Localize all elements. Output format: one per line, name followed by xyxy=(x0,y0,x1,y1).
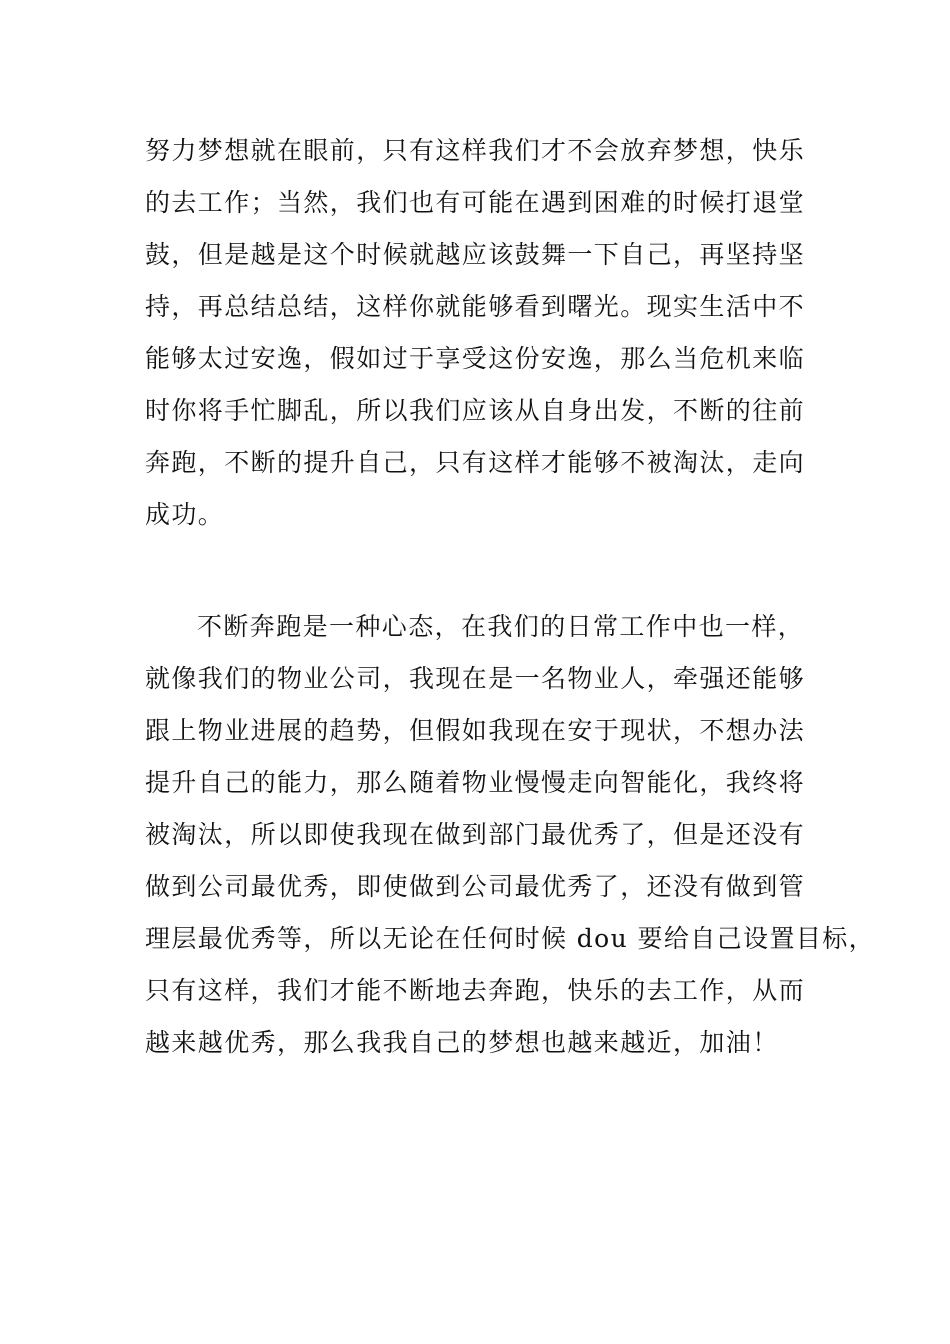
paragraph-line: 能够太过安逸，假如过于享受这份安逸，那么当危机来临 xyxy=(145,344,806,373)
paragraph-line: 被淘汰，所以即使我现在做到部门最优秀了，但是还没有 xyxy=(145,820,806,849)
paragraph-line: 成功。 xyxy=(145,500,225,529)
paragraph-line: 做到公司最优秀，即使做到公司最优秀了，还没有做到管 xyxy=(145,872,806,901)
paragraph-1 xyxy=(145,125,825,541)
document-body xyxy=(145,125,876,1069)
paragraph-line: 鼓，但是越是这个时候就越应该鼓舞一下自己，再坚持坚 xyxy=(145,240,806,269)
paragraph-line: 就像我们的物业公司，我现在是一名物业人，牵强还能够 xyxy=(145,664,806,693)
paragraph-line: 提升自己的能力，那么随着物业慢慢走向智能化，我终将 xyxy=(145,768,806,797)
paragraph-line: 时你将手忙脚乱，所以我们应该从自身出发，不断的往前 xyxy=(145,396,806,425)
paragraph-line: 理层最优秀等，所以无论在任何时候 dou 要给自己设置目标， xyxy=(145,924,876,953)
paragraph-line: 的去工作；当然，我们也有可能在遇到困难的时候打退堂 xyxy=(145,188,806,217)
paragraph-spacer xyxy=(145,541,825,601)
paragraph-line: 越来越优秀，那么我我自己的梦想也越来越近，加油！ xyxy=(145,1028,779,1057)
paragraph-line: 奔跑，不断的提升自己，只有这样才能够不被淘汰，走向 xyxy=(145,448,806,477)
paragraph-line: 努力梦想就在眼前，只有这样我们才不会放弃梦想，快乐 xyxy=(145,136,806,165)
paragraph-2 xyxy=(145,601,876,1069)
paragraph-line: 跟上物业进展的趋势，但假如我现在安于现状，不想办法 xyxy=(145,716,806,745)
paragraph-line: 不断奔跑是一种心态，在我们的日常工作中也一样， xyxy=(197,612,805,641)
paragraph-line: 只有这样，我们才能不断地去奔跑，快乐的去工作，从而 xyxy=(145,976,806,1005)
paragraph-line: 持，再总结总结，这样你就能够看到曙光。现实生活中不 xyxy=(145,292,806,321)
